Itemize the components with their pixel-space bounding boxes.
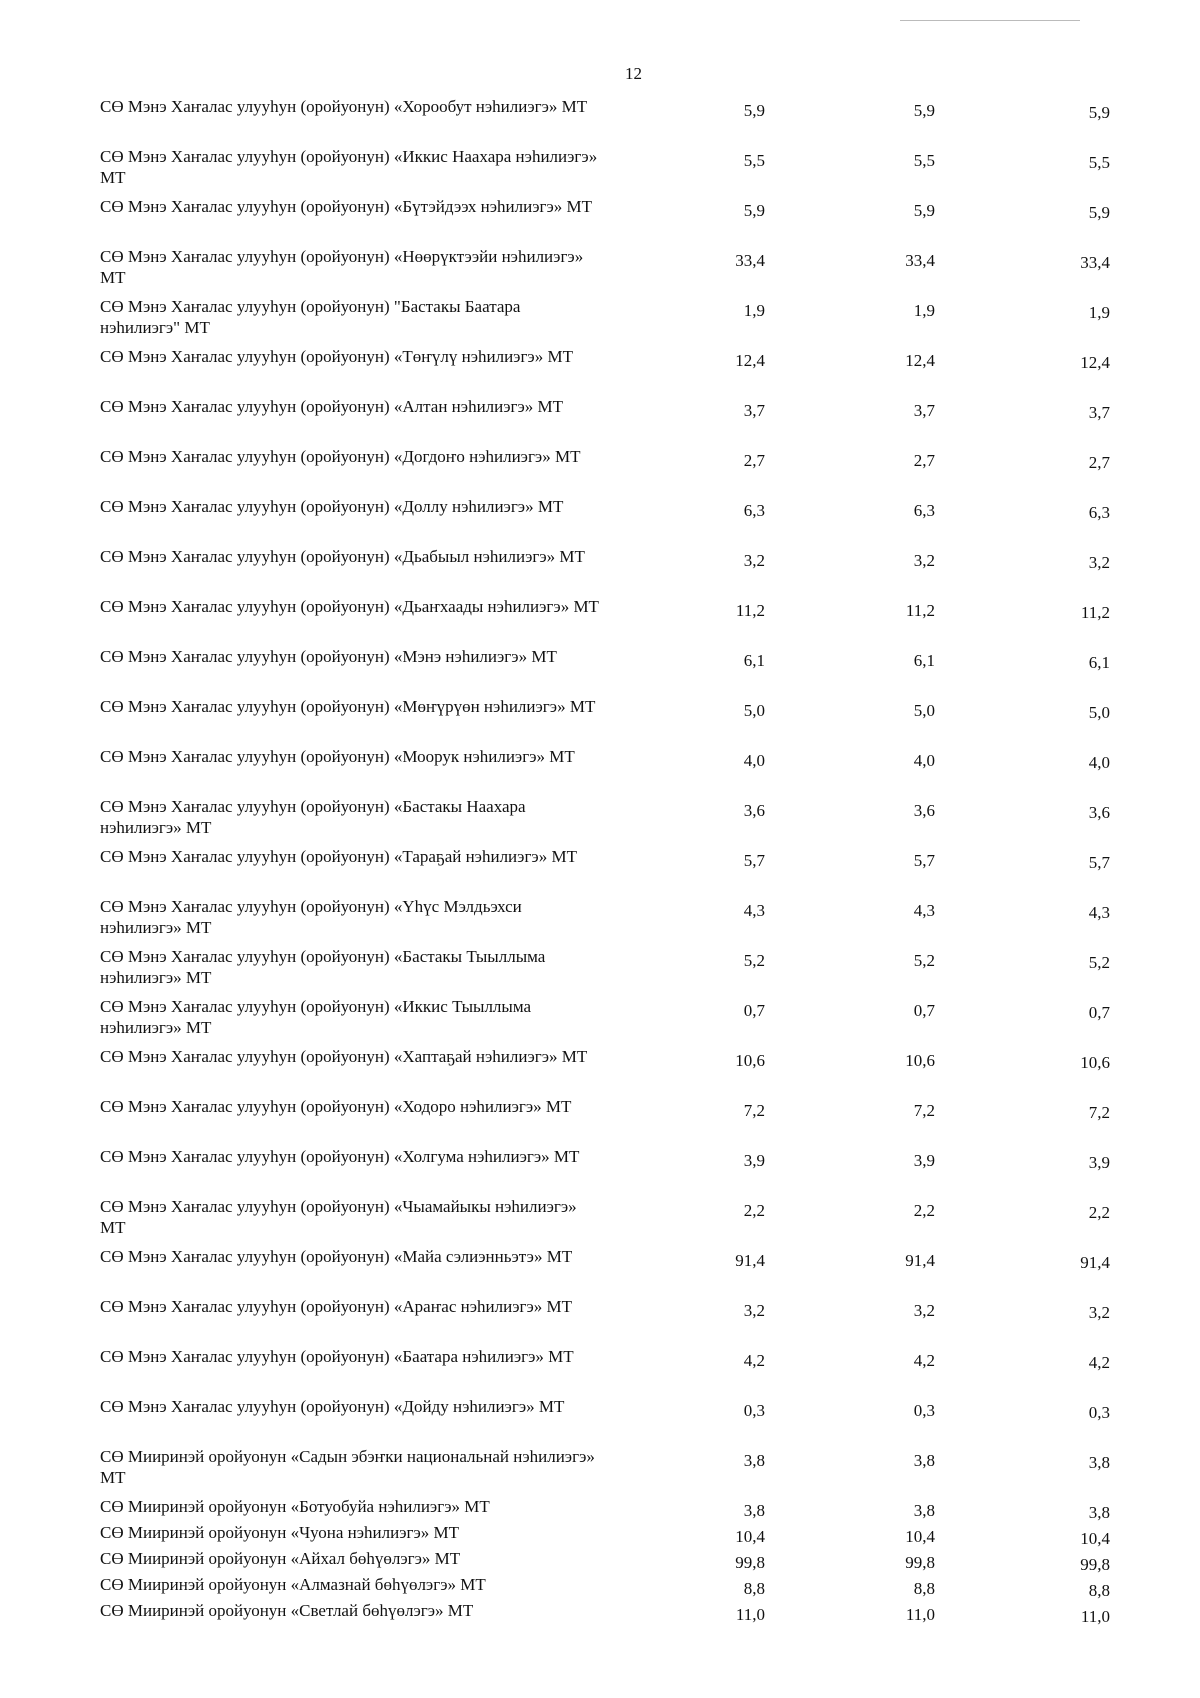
value-col-1: 5,2 [743, 951, 765, 970]
entity-name: СӨ Мэнэ Хаҥалас улууһун (оройуонун) «Хаптаҕай нэһилиэгэ» МТ [100, 1047, 588, 1066]
table-row [100, 696, 1120, 746]
value-col-3: 3,9 [1088, 1153, 1110, 1172]
value-col-2: 8,8 [913, 1579, 935, 1598]
table-row [100, 1096, 1120, 1146]
entity-name: СӨ Мэнэ Хаҥалас улууһун (оройуонун) «Араҥас нэһилиэгэ» МТ [100, 1297, 573, 1316]
value-col-3: 3,2 [1088, 553, 1110, 572]
value-col-1: 3,8 [743, 1501, 765, 1520]
entity-name: СӨ Мэнэ Хаҥалас улууһун (оройуонун) «Майа сэлиэнньэтэ» МТ [100, 1247, 573, 1266]
value-col-3: 3,6 [1088, 803, 1110, 822]
value-col-2: 6,3 [913, 501, 935, 520]
value-col-3: 3,8 [1088, 1453, 1110, 1472]
table-row [100, 1246, 1120, 1296]
table-row [100, 596, 1120, 646]
value-col-3: 4,0 [1088, 753, 1110, 772]
table-row [100, 446, 1120, 496]
value-col-1: 6,3 [743, 501, 765, 520]
entity-name: СӨ Мэнэ Хаҥалас улууһун (оройуонун) «Иккис Тыыллыма нэһилиэгэ» МТ [100, 997, 532, 1037]
entity-name: СӨ Мэнэ Хаҥалас улууһун (оройуонун) «Алтан нэһилиэгэ» МТ [100, 397, 564, 416]
entity-name: СӨ Мэнэ Хаҥалас улууһун (оройуонун) "Бастакы Баатара нэһилиэгэ" МТ [100, 297, 521, 337]
value-col-1: 10,6 [735, 1051, 765, 1070]
value-col-2: 0,7 [913, 1001, 935, 1020]
entity-name: СӨ Мэнэ Хаҥалас улууһун (оройуонун) «Чыамайыкы нэһилиэгэ» МТ [100, 1197, 577, 1237]
value-col-3: 5,9 [1088, 103, 1110, 122]
value-col-2: 11,2 [905, 601, 935, 620]
table-row [100, 196, 1120, 246]
value-col-1: 2,7 [743, 451, 765, 470]
entity-name: СӨ Мэнэ Хаҥалас улууһун (оройуонун) «Дойду нэһилиэгэ» МТ [100, 1397, 565, 1416]
table-row [100, 296, 1120, 346]
value-col-3: 2,2 [1088, 1203, 1110, 1222]
table-row [100, 996, 1120, 1046]
value-col-3: 5,7 [1088, 853, 1110, 872]
value-col-3: 11,0 [1080, 1607, 1110, 1626]
entity-name: СӨ Мэнэ Хаҥалас улууһун (оройуонун) «Баатара нэһилиэгэ» МТ [100, 1347, 574, 1366]
value-col-1: 4,0 [743, 751, 765, 770]
value-col-1: 0,3 [743, 1401, 765, 1420]
page-number: 12 [625, 64, 642, 83]
table-row [100, 1446, 1120, 1496]
value-col-1: 3,2 [743, 551, 765, 570]
value-col-1: 6,1 [743, 651, 765, 670]
value-col-2: 99,8 [905, 1553, 935, 1572]
value-col-1: 99,8 [735, 1553, 765, 1572]
value-col-2: 7,2 [913, 1101, 935, 1120]
value-col-2: 3,7 [913, 401, 935, 420]
entity-name: СӨ Мииринэй оройуонун «Садын эбэҥки национальнай нэһилиэгэ» МТ [100, 1447, 595, 1487]
entity-name: СӨ Мииринэй оройуонун «Ботуобуйа нэһилиэгэ» МТ [100, 1497, 490, 1516]
value-col-2: 11,0 [905, 1605, 935, 1624]
value-col-1: 11,2 [735, 601, 765, 620]
value-col-2: 6,1 [913, 651, 935, 670]
entity-name: СӨ Мэнэ Хаҥалас улууһун (оройуонун) «Мэнэ нэһилиэгэ» МТ [100, 647, 557, 666]
value-col-3: 11,2 [1080, 603, 1110, 622]
value-col-1: 0,7 [743, 1001, 765, 1020]
value-col-2: 5,9 [913, 201, 935, 220]
value-col-1: 3,7 [743, 401, 765, 420]
value-col-3: 6,3 [1088, 503, 1110, 522]
value-col-3: 6,1 [1088, 653, 1110, 672]
value-col-3: 5,2 [1088, 953, 1110, 972]
value-col-3: 2,7 [1088, 453, 1110, 472]
value-col-3: 33,4 [1080, 253, 1110, 272]
table-row [100, 246, 1120, 296]
table-row [100, 1574, 1120, 1600]
entity-name: СӨ Мэнэ Хаҥалас улууһун (оройуонун) «Доллу нэһилиэгэ» МТ [100, 497, 564, 516]
entity-name: СӨ Мэнэ Хаҥалас улууһун (оройуонун) «Дьаҥхаады нэһилиэгэ» МТ [100, 597, 599, 616]
value-col-2: 10,4 [905, 1527, 935, 1546]
value-col-3: 10,6 [1080, 1053, 1110, 1072]
value-col-1: 12,4 [735, 351, 765, 370]
value-col-2: 5,2 [913, 951, 935, 970]
value-col-1: 33,4 [735, 251, 765, 270]
value-col-2: 3,2 [913, 551, 935, 570]
value-col-2: 91,4 [905, 1251, 935, 1270]
entity-name: СӨ Мэнэ Хаҥалас улууһун (оройуонун) «Иккис Наахара нэһилиэгэ» МТ [100, 147, 598, 187]
value-col-3: 4,2 [1088, 1353, 1110, 1372]
value-col-1: 1,9 [743, 301, 765, 320]
value-col-3: 3,8 [1088, 1503, 1110, 1522]
table-row [100, 496, 1120, 546]
value-col-3: 10,4 [1080, 1529, 1110, 1548]
table-row [100, 546, 1120, 596]
value-col-2: 4,3 [913, 901, 935, 920]
value-col-1: 7,2 [743, 1101, 765, 1120]
value-col-3: 0,7 [1088, 1003, 1110, 1022]
table-row [100, 96, 1120, 146]
entity-name: СӨ Мэнэ Хаҥалас улууһун (оройуонун) «Бастакы Тыыллыма нэһилиэгэ» МТ [100, 947, 546, 987]
value-col-2: 5,0 [913, 701, 935, 720]
entity-name: СӨ Мэнэ Хаҥалас улууһун (оройуонун) «Холгума нэһилиэгэ» МТ [100, 1147, 580, 1166]
entity-name: СӨ Мэнэ Хаҥалас улууһун (оройуонун) «Бүтэйдээх нэһилиэгэ» МТ [100, 197, 593, 216]
table-row [100, 846, 1120, 896]
table-row [100, 1046, 1120, 1096]
table-row [100, 346, 1120, 396]
entity-name: СӨ Мииринэй оройуонун «Чуона нэһилиэгэ» МТ [100, 1523, 460, 1542]
value-col-1: 11,0 [735, 1605, 765, 1624]
value-col-3: 91,4 [1080, 1253, 1110, 1272]
entity-name: СӨ Мэнэ Хаҥалас улууһун (оройуонун) «Догдоҥо нэһилиэгэ» МТ [100, 447, 581, 466]
value-col-2: 1,9 [913, 301, 935, 320]
entity-name: СӨ Мииринэй оройуонун «Светлай бөһүөлэгэ» МТ [100, 1601, 474, 1620]
value-col-3: 5,0 [1088, 703, 1110, 722]
entity-name: СӨ Мэнэ Хаҥалас улууһун (оройуонун) «Үһүс Мэлдьэхси нэһилиэгэ» МТ [100, 897, 522, 937]
value-col-1: 5,0 [743, 701, 765, 720]
value-col-2: 10,6 [905, 1051, 935, 1070]
table-row [100, 1396, 1120, 1446]
entity-name: СӨ Мэнэ Хаҥалас улууһун (оройуонун) «Бастакы Наахара нэһилиэгэ» МТ [100, 797, 526, 837]
table-row [100, 1346, 1120, 1396]
scan-artifact [900, 20, 1080, 21]
value-col-1: 5,9 [743, 101, 765, 120]
value-col-2: 5,7 [913, 851, 935, 870]
value-col-2: 3,9 [913, 1151, 935, 1170]
value-col-2: 33,4 [905, 251, 935, 270]
budget-table [100, 96, 1120, 1626]
value-col-1: 5,5 [743, 151, 765, 170]
value-col-2: 0,3 [913, 1401, 935, 1420]
value-col-3: 3,7 [1088, 403, 1110, 422]
entity-name: СӨ Мииринэй оройуонун «Айхал бөһүөлэгэ» МТ [100, 1549, 461, 1568]
value-col-3: 5,9 [1088, 203, 1110, 222]
table-row [100, 1196, 1120, 1246]
entity-name: СӨ Мэнэ Хаҥалас улууһун (оройуонун) «Тараҕай нэһилиэгэ» МТ [100, 847, 577, 866]
entity-name: СӨ Мэнэ Хаҥалас улууһун (оройуонун) «Моорук нэһилиэгэ» МТ [100, 747, 575, 766]
entity-name: СӨ Мэнэ Хаҥалас улууһун (оройуонун) «Төҥүлү нэһилиэгэ» МТ [100, 347, 573, 366]
entity-name: СӨ Мэнэ Хаҥалас улууһун (оройуонун) «Хорообут нэһилиэгэ» МТ [100, 97, 588, 116]
value-col-2: 3,2 [913, 1301, 935, 1320]
table-row [100, 146, 1120, 196]
value-col-2: 3,8 [913, 1451, 935, 1470]
value-col-3: 8,8 [1088, 1581, 1110, 1600]
table-row [100, 1548, 1120, 1574]
value-col-3: 12,4 [1080, 353, 1110, 372]
value-col-3: 4,3 [1088, 903, 1110, 922]
value-col-1: 91,4 [735, 1251, 765, 1270]
entity-name: СӨ Мэнэ Хаҥалас улууһун (оройуонун) «Нөөрүктээйи нэһилиэгэ» МТ [100, 247, 584, 287]
entity-name: СӨ Мэнэ Хаҥалас улууһун (оройуонун) «Мөҥүрүөн нэһилиэгэ» МТ [100, 697, 596, 716]
value-col-1: 5,7 [743, 851, 765, 870]
entity-name: СӨ Мэнэ Хаҥалас улууһун (оройуонун) «Дьабыыл нэһилиэгэ» МТ [100, 547, 585, 566]
table-row [100, 746, 1120, 796]
table-row [100, 896, 1120, 946]
value-col-3: 7,2 [1088, 1103, 1110, 1122]
value-col-1: 3,6 [743, 801, 765, 820]
value-col-2: 5,9 [913, 101, 935, 120]
table-row [100, 1296, 1120, 1346]
value-col-1: 2,2 [743, 1201, 765, 1220]
value-col-2: 4,0 [913, 751, 935, 770]
value-col-3: 1,9 [1088, 303, 1110, 322]
value-col-1: 5,9 [743, 201, 765, 220]
value-col-2: 12,4 [905, 351, 935, 370]
value-col-3: 5,5 [1088, 153, 1110, 172]
table-row [100, 1496, 1120, 1522]
value-col-1: 8,8 [743, 1579, 765, 1598]
value-col-1: 3,2 [743, 1301, 765, 1320]
value-col-2: 2,2 [913, 1201, 935, 1220]
table-row [100, 1600, 1120, 1626]
table-row [100, 396, 1120, 446]
entity-name: СӨ Мииринэй оройуонун «Алмазнай бөһүөлэгэ» МТ [100, 1575, 486, 1594]
entity-name: СӨ Мэнэ Хаҥалас улууһун (оройуонун) «Ходоро нэһилиэгэ» МТ [100, 1097, 572, 1116]
value-col-1: 10,4 [735, 1527, 765, 1546]
table-row [100, 796, 1120, 846]
value-col-3: 99,8 [1080, 1555, 1110, 1574]
value-col-2: 5,5 [913, 151, 935, 170]
table-row [100, 946, 1120, 996]
value-col-1: 4,3 [743, 901, 765, 920]
value-col-1: 3,9 [743, 1151, 765, 1170]
table-row [100, 1522, 1120, 1548]
value-col-2: 3,6 [913, 801, 935, 820]
value-col-2: 4,2 [913, 1351, 935, 1370]
value-col-3: 3,2 [1088, 1303, 1110, 1322]
value-col-2: 3,8 [913, 1501, 935, 1520]
value-col-2: 2,7 [913, 451, 935, 470]
value-col-3: 0,3 [1088, 1403, 1110, 1422]
table-row [100, 1146, 1120, 1196]
value-col-1: 3,8 [743, 1451, 765, 1470]
table-row [100, 646, 1120, 696]
value-col-1: 4,2 [743, 1351, 765, 1370]
